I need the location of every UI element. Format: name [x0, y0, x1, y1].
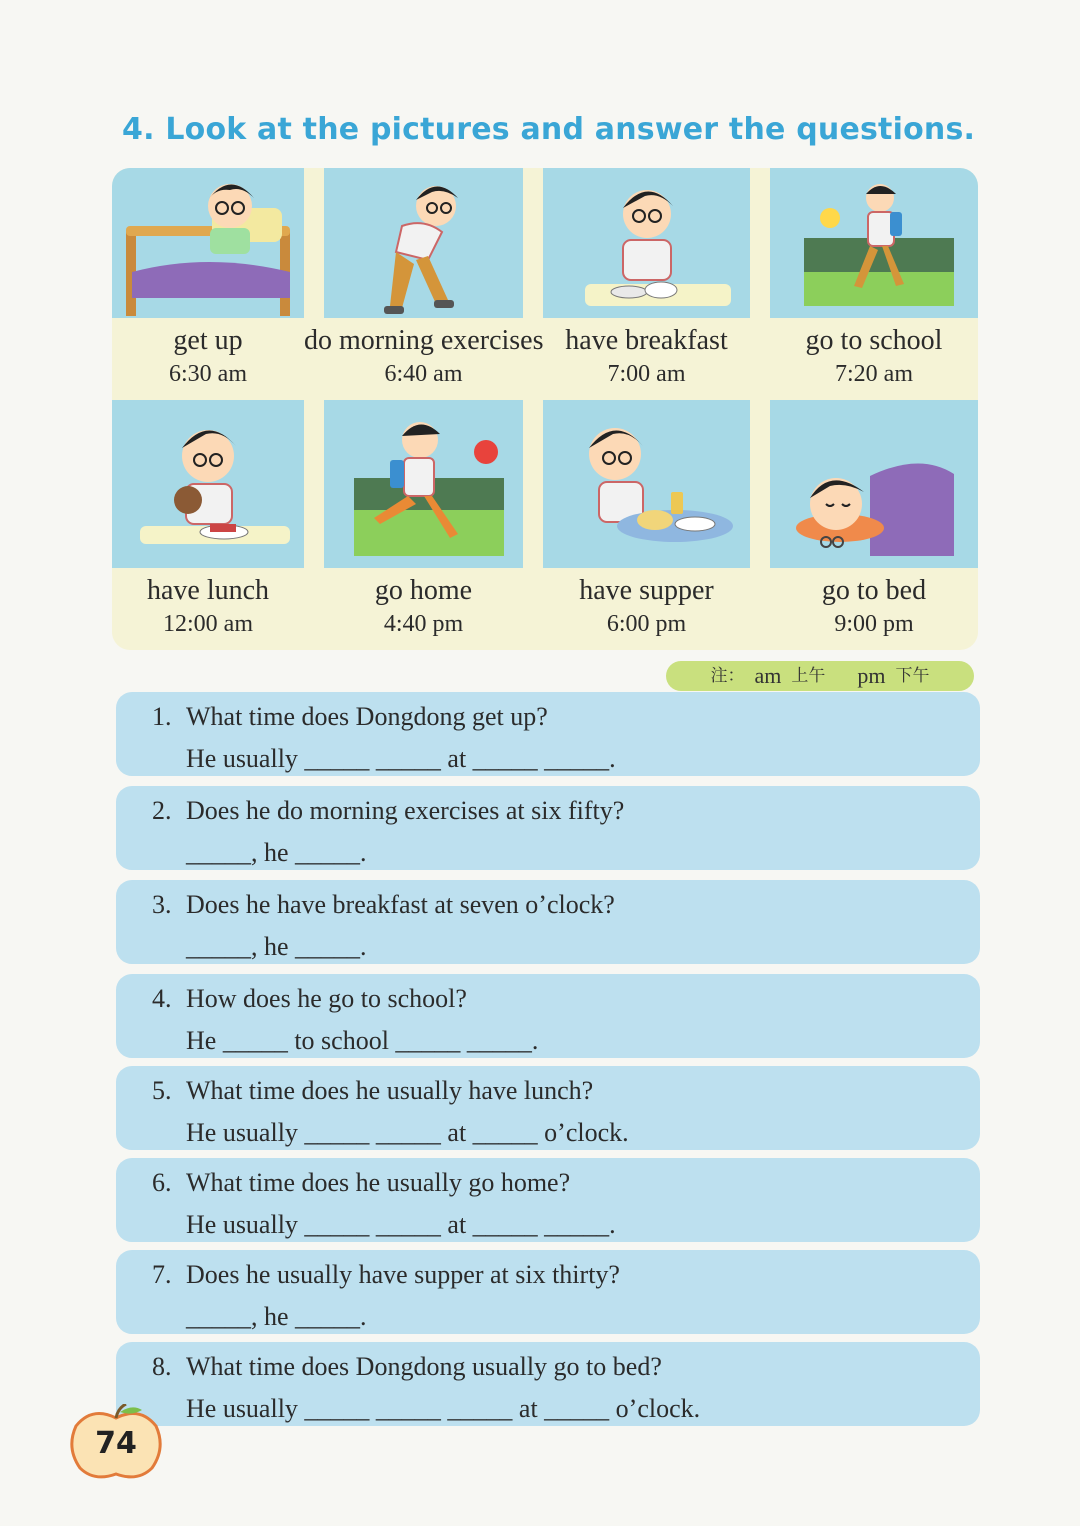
- activity-label: go to bed: [821, 575, 927, 606]
- question-box-1: [116, 692, 980, 776]
- question-text: Does he have breakfast at seven o’clock?: [186, 890, 615, 919]
- question-box-5: [116, 1066, 980, 1150]
- activity-time: 12:00 am: [163, 611, 253, 637]
- activity-label: go to school: [805, 325, 943, 356]
- have-lunch-illustration: [112, 400, 304, 568]
- question-text: What time does Dongdong get up?: [186, 702, 548, 731]
- activity-time: 6:00 pm: [606, 611, 687, 637]
- activity-card-have-lunch: [112, 400, 304, 650]
- note-am-meaning: 上午: [791, 666, 826, 686]
- question-box-6: [116, 1158, 980, 1242]
- question-box-3: [116, 880, 980, 964]
- question-number: 3.: [152, 890, 172, 919]
- question-number: 8.: [152, 1352, 172, 1381]
- activity-time: 4:40 pm: [383, 611, 464, 637]
- get-up-illustration: [112, 168, 304, 318]
- breakfast-illustration: [543, 168, 750, 318]
- activity-label: get up: [173, 325, 243, 356]
- activity-time: 7:00 am: [607, 361, 686, 387]
- question-text: Does he usually have supper at six thirty?: [186, 1260, 620, 1289]
- activity-time: 6:30 am: [169, 361, 247, 387]
- activity-label: have supper: [579, 575, 714, 606]
- activity-label: have lunch: [146, 575, 270, 606]
- have-supper-illustration: [543, 400, 750, 568]
- activity-card-go-to-bed: [770, 400, 978, 650]
- answer-line[interactable]: _____, he _____.: [186, 932, 367, 961]
- activity-label: go home: [374, 575, 473, 606]
- answer-line[interactable]: He _____ to school _____ _____.: [186, 1026, 539, 1055]
- question-number: 4.: [152, 984, 172, 1013]
- activity-card-go-home: [324, 400, 523, 650]
- answer-line[interactable]: He usually _____ _____ at _____ _____.: [186, 1210, 616, 1239]
- answer-line[interactable]: _____, he _____.: [186, 838, 367, 867]
- activity-card-go-to-school: [770, 168, 978, 400]
- activity-grid: [112, 168, 978, 650]
- note-am: am: [754, 663, 782, 688]
- question-number: 7.: [152, 1260, 172, 1289]
- morning-exercises-illustration: [324, 168, 523, 318]
- activity-time: 7:20 am: [835, 361, 913, 387]
- question-box-4: [116, 974, 980, 1058]
- answer-line[interactable]: He usually _____ _____ at _____ _____.: [186, 744, 616, 773]
- question-text: What time does he usually go home?: [186, 1168, 571, 1197]
- activity-card-breakfast: [543, 168, 750, 400]
- answer-line[interactable]: He usually _____ _____ _____ at _____ o’clock.: [186, 1394, 701, 1423]
- question-number: 1.: [152, 702, 172, 731]
- activity-time: 9:00 pm: [834, 611, 914, 637]
- activity-card-get-up: [112, 168, 304, 400]
- activity-label: do morning exercises: [304, 325, 544, 356]
- am-pm-note: [666, 661, 974, 691]
- page-number-badge: [70, 1404, 162, 1480]
- go-to-school-illustration: [770, 168, 978, 318]
- question-box-7: [116, 1250, 980, 1334]
- activity-card-morning-exercises: [304, 168, 544, 400]
- question-box-8: [116, 1342, 980, 1426]
- note-prefix: 注：: [710, 666, 745, 686]
- question-box-2: [116, 786, 980, 870]
- answer-line[interactable]: _____, he _____.: [186, 1302, 367, 1331]
- exercise-heading: 4. Look at the pictures and answer the questions.: [122, 112, 976, 147]
- question-number: 6.: [152, 1168, 172, 1197]
- question-text: How does he go to school?: [186, 984, 467, 1013]
- question-text: What time does Dongdong usually go to bed?: [186, 1352, 662, 1381]
- activity-time: 6:40 am: [384, 361, 463, 387]
- activity-label: have breakfast: [565, 325, 728, 356]
- question-number: 2.: [152, 796, 172, 825]
- note-pm: pm: [857, 663, 886, 688]
- page-number: 74: [95, 1426, 137, 1461]
- question-text: What time does he usually have lunch?: [186, 1076, 594, 1105]
- note-pm-meaning: 下午: [895, 666, 930, 686]
- question-text: Does he do morning exercises at six fifty?: [186, 796, 625, 825]
- answer-line[interactable]: He usually _____ _____ at _____ o’clock.: [186, 1118, 629, 1147]
- go-to-bed-illustration: [770, 400, 978, 568]
- question-number: 5.: [152, 1076, 172, 1105]
- activity-card-have-supper: [543, 400, 750, 650]
- go-home-illustration: [324, 400, 523, 568]
